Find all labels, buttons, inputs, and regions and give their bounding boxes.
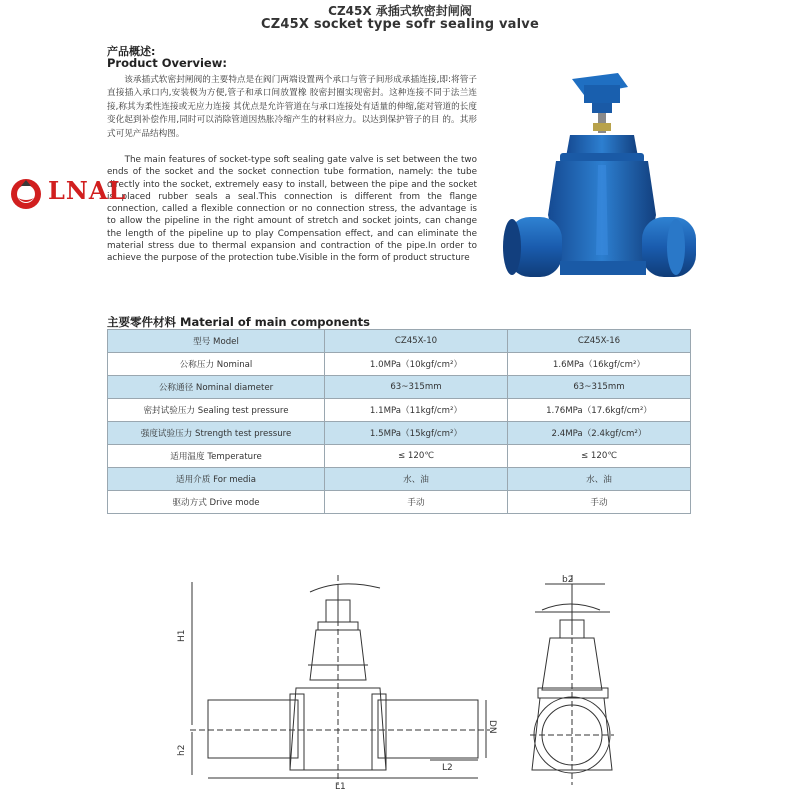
components-title: 主要零件材料 Material of main components bbox=[107, 315, 370, 329]
table-cell: 密封试验压力 Sealing test pressure bbox=[108, 399, 325, 422]
overview-paragraph-en: The main features of socket-type soft sealing gate valve is set between the two ends of the socket and the socket connection tube formation, namely: the tube directly into the socket, extremely easy to install, between the pipe and the socket is placed rubber seals a seal.This connection is different from the flange connection, called a flexible connection or no connection stress, the advantage is to allow the pipeline in the right amount of stretch and socket joints, can change the length of the pipeline up to play Compensation effect, and can eliminate the material stress due to thermal expansion and contraction of the pipe.In order to achieve the purpose of the protection tube.Visible in the form of product structure bbox=[107, 155, 477, 264]
table-cell: ≤ 120℃ bbox=[325, 445, 508, 468]
components-table bbox=[107, 329, 691, 514]
table-cell: 水、油 bbox=[325, 468, 508, 491]
table-cell: 1.6MPa（16kgf/cm²） bbox=[508, 353, 691, 376]
table-cell: 适用温度 Temperature bbox=[108, 445, 325, 468]
table-cell: 强度试验压力 Strength test pressure bbox=[108, 422, 325, 445]
dim-label-h1: H1 bbox=[177, 629, 187, 642]
column-header: CZ45X-10 bbox=[325, 330, 508, 353]
overview-heading-cn: 产品概述: bbox=[107, 45, 156, 58]
dim-label-dn: DN bbox=[487, 720, 497, 734]
table-header-row bbox=[108, 330, 691, 353]
title-english: CZ45X socket type sofr sealing valve bbox=[261, 17, 539, 32]
dim-label-h2: h2 bbox=[177, 744, 187, 756]
table-cell: 驱动方式 Drive mode bbox=[108, 491, 325, 514]
technical-drawings bbox=[177, 570, 710, 795]
table-row bbox=[108, 399, 691, 422]
table-row bbox=[108, 445, 691, 468]
table-row bbox=[108, 468, 691, 491]
table-cell: 水、油 bbox=[508, 468, 691, 491]
table-cell: 手动 bbox=[508, 491, 691, 514]
table-cell: 公称通径 Nominal diameter bbox=[108, 376, 325, 399]
table-cell: 2.4MPa（2.4kgf/cm²） bbox=[508, 422, 691, 445]
title-chinese: CZ45X 承插式软密封闸阀 bbox=[328, 4, 472, 18]
side-view-drawing bbox=[530, 575, 614, 785]
table-cell: 手动 bbox=[325, 491, 508, 514]
dim-label-b2: b2 bbox=[562, 575, 574, 585]
column-header: 型号 Model bbox=[108, 330, 325, 353]
logo-emblem-icon bbox=[8, 176, 48, 212]
table-cell: 1.5MPa（15kgf/cm²） bbox=[325, 422, 508, 445]
table-cell: 63~315mm bbox=[325, 376, 508, 399]
brand-logo bbox=[8, 176, 128, 212]
table-cell: 1.1MPa（11kgf/cm²） bbox=[325, 399, 508, 422]
table-cell: 公称压力 Nominal bbox=[108, 353, 325, 376]
table-row bbox=[108, 353, 691, 376]
valve-product-image bbox=[500, 65, 685, 305]
table-cell: 1.76MPa（17.6kgf/cm²） bbox=[508, 399, 691, 422]
table-row bbox=[108, 491, 691, 514]
table-cell: ≤ 120℃ bbox=[508, 445, 691, 468]
logo-text: LNAL bbox=[48, 176, 127, 205]
dim-label-l2: L2 bbox=[442, 763, 453, 773]
overview-paragraph-cn: 该承插式软密封闸阀的主要特点是在阀门两端设置两个承口与管子间形成承插连接,即:将管子直接插入承口内,安装极为方便,管子和承口间放置橡 胶密封圈实现密封。这种连接不同于法兰连接,称其为柔性连接或无应力连接 其优点是允许管道在与承口连接处有适量的伸缩,能对管道的长度变化起到补偿作用,同时可以消除管道因热胀冷缩产生的材料应力。以达到保护管子的目 的。其形式可见产品结构图。 bbox=[107, 75, 477, 139]
table-cell: 63~315mm bbox=[508, 376, 691, 399]
overview-heading-en: Product Overview: bbox=[107, 56, 227, 70]
table-row bbox=[108, 422, 691, 445]
table-cell: 适用介质 For media bbox=[108, 468, 325, 491]
table-cell: 1.0MPa（10kgf/cm²） bbox=[325, 353, 508, 376]
front-view-drawing bbox=[190, 575, 490, 785]
table-row bbox=[108, 376, 691, 399]
column-header: CZ45X-16 bbox=[508, 330, 691, 353]
dim-label-l1: L1 bbox=[335, 782, 346, 792]
